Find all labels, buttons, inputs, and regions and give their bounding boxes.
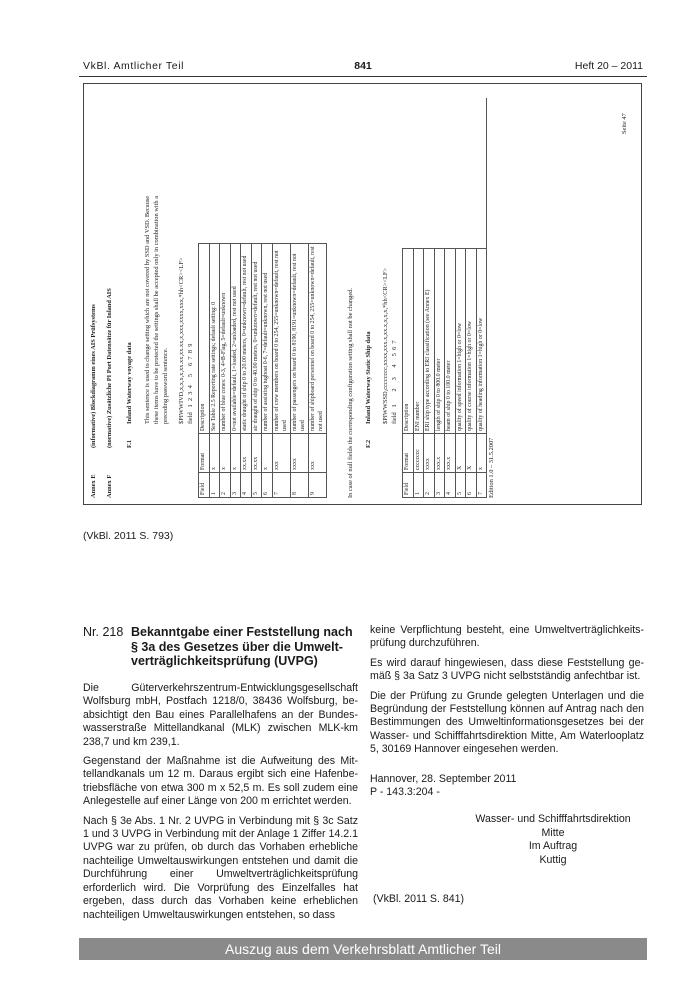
column-header-description: Description: [199, 244, 210, 434]
page-footer-banner: Auszug aus dem Verkehrsblatt Amtlicher Teil: [79, 938, 647, 960]
section-f1-title: Inland Waterway voyage data: [126, 342, 133, 424]
annex-f-label: Annex F: [106, 474, 113, 498]
citation-top: (VkBl. 2011 S. 793): [83, 530, 174, 542]
cell-field: 4: [445, 473, 456, 498]
table-row: [434, 249, 445, 498]
paragraph: Nach § 3e Abs. 1 Nr. 2 UVPG in Verbindung mit § 3c Satz 1 und 3 UVPG in Verbindung mit der Anlage 1 Ziffer 14.2.1 UVPG war zu prüfen, ob durch das Vorhaben erhebliche nachteilige Umweltauswirkungen entstehen und damit die Durchführung einer Umweltverträglichkeitsprüfung erforderlich wird. Die Vorprüfung des Einzelfalles hat ergeben, dass durch das Vorhaben keine erheblichen nachteiligen Umweltauswirkungen entstehen, so dass: [83, 814, 358, 921]
paragraph: Es wird darauf hingewiesen, dass diese Feststellung gemäß § 3a Satz 3 UVPG nicht selbstständig anfechtbar ist.: [370, 656, 644, 683]
paragraph: keine Verpflichtung besteht, eine Umweltverträglichkeitsprüfung durchzuführen.: [370, 624, 644, 650]
cell-field: 7: [272, 473, 290, 498]
cell-field: 6: [466, 473, 477, 498]
edition-label: Edition 1.0 – 31.5.2007: [488, 437, 495, 498]
voyage-data-table: [198, 243, 327, 498]
cell-description: quality of heading information 1=high or 0=low: [476, 249, 487, 434]
table-row: [308, 244, 326, 498]
table-header-row: [199, 244, 210, 498]
cell-format: x: [230, 434, 241, 473]
description-line: used: [282, 420, 289, 431]
cell-format: X: [466, 434, 477, 473]
annex-e-title: (informative) Blockdiagramm eines AIS Prüfsystems: [90, 304, 97, 448]
paragraph: Die Güterverkehrszentrum-Entwicklungsgesellschaft Wolfsburg mbH, Postfach 1218/0, 38436 Wolfsburg, beabsichtigt den Bau eines Parallelhafens an der Bundeswasserstraße Mittellandkanal (MLK) zwischen MLK-km 238,7 und km 239,1.: [83, 682, 358, 748]
f1-paragraph-line: these items have to be protected the settings shall be accepted only in combination with a: [153, 195, 160, 424]
cell-format: xxx: [308, 434, 326, 473]
cell-description: 0=not available=default, 1=loaded, 2=unloaded, rest not used: [230, 244, 241, 434]
table-row: [445, 249, 456, 498]
file-reference: P - 143.3:204 -: [370, 786, 440, 799]
column-header-field: Field: [199, 473, 210, 498]
annex-f-title: (normative) Zusätzliche PI Port Datensätze für Inland AIS: [106, 288, 113, 448]
section-f1-number: F.1: [126, 439, 133, 448]
null-fields-note: In case of null fields the corresponding configuration setting shall not be changed.: [347, 288, 354, 498]
f1-syntax: $PIWWIVD,x,x,x,x,xx.xx,xx.xx,x,xxx,xxxx,xxx,*hh<CR><LF>: [178, 257, 185, 424]
cell-description: beam of ship 0 to 100.0 meter: [445, 249, 456, 434]
f2-field-index: field 1 2 3 4 5 6 7: [391, 340, 398, 424]
f1-paragraph-line: This sentence is used to change setting which are not covered by SSD and VSD. Because: [144, 195, 151, 424]
article-title: Bekanntgabe einer Feststellung nach § 3a des Gesetzes über die Umweltverträglichkeitsprüfung (UVPG): [131, 625, 353, 669]
f2-syntax: $PIWWSSD,cccccccc,xxxx,xxx.x,xx.x,x,x,x,*hh<CR><LF>: [382, 267, 389, 424]
issue-number: Heft 20 – 2011: [574, 60, 643, 72]
description-line: not used: [318, 411, 325, 431]
description-line: used: [300, 420, 307, 431]
cell-field: 3: [434, 473, 445, 498]
cell-format: x: [476, 434, 487, 473]
right-column: [370, 624, 644, 867]
table-row: [262, 244, 273, 498]
page-label: Seite 47: [621, 113, 628, 134]
signature-line: Wasser- und Schifffahrtsdirektion: [475, 813, 631, 826]
table-row: [290, 244, 308, 498]
journal-title: VkBl. Amtlicher Teil: [83, 60, 185, 72]
header-rule: [79, 76, 647, 77]
cell-format: x: [262, 434, 273, 473]
signature-line: Im Auftrag: [528, 840, 578, 853]
cell-format: xxx: [272, 434, 290, 473]
cell-description: length of ship 0 to 800.0 meter: [434, 249, 445, 434]
description-line: number of crew members on board 0 to 254, 255=unknown=default, rest not: [273, 250, 280, 431]
signature-line: Kuttig: [539, 853, 567, 866]
table-row: [424, 249, 435, 498]
cell-field: 2: [220, 473, 231, 498]
column-header-format: Format: [199, 434, 210, 473]
figure-footer-rule: [486, 98, 497, 498]
page-header: [83, 60, 643, 76]
cell-field: 8: [290, 473, 308, 498]
citation-bottom: (VkBl. 2011 S. 841): [373, 893, 465, 905]
signature-block: [462, 813, 644, 867]
cell-format: xxx.x: [445, 434, 456, 473]
cell-description: quality of speed information 1=high or 0=low: [455, 249, 466, 434]
paragraph: Die der Prüfung zu Grunde gelegten Unterlagen und die Begründung der Feststellung können auf Antrag nach den Bestimmungen des Umweltinformationsgesetzes bei der Wasser- und Schifffahrtsdirektion Mitte, Am Waterlooplatz 5, 30169 Hannover eingesehen werden.: [370, 689, 644, 756]
cell-format: xxxx: [424, 434, 435, 473]
cell-description: number of assisting tugboat 0-6, 7=default=unknown, rest not used: [262, 244, 273, 434]
table-row: [455, 249, 466, 498]
cell-format: X: [455, 434, 466, 473]
cell-description: static draught of ship 0 to 20.00 meters, 0=unknown=default, rest not used: [241, 244, 252, 434]
cell-format: cccccccc: [413, 434, 424, 473]
cell-description: ERI ship type according to ERI classification (see Annex E): [424, 249, 435, 434]
table-header-row: [403, 249, 414, 498]
description-line: number of shipboard personnel on board 0 to 254, 255=unknown=default, rest: [309, 246, 316, 431]
cell-description: See Table 2.5 Reporting rate settings; default setting: 0: [209, 244, 220, 434]
cell-field: 3: [230, 473, 241, 498]
left-column: [83, 682, 358, 928]
cell-format: xx.xx: [251, 434, 262, 473]
f1-paragraph-line: preceding password sentence.: [162, 347, 169, 424]
place-date: Hannover, 28. September 2011: [370, 772, 517, 785]
cell-field: 1: [413, 473, 424, 498]
description-line: number of passengers on board 0 to 8190, 8191=unknown=default, rest not: [291, 253, 298, 431]
cell-format: xxx.x: [434, 434, 445, 473]
cell-field: 2: [424, 473, 435, 498]
cell-field: 1: [209, 473, 220, 498]
cell-field: 9: [308, 473, 326, 498]
table-row: [466, 249, 477, 498]
article-number: Nr. 218: [83, 625, 124, 639]
table-row: [220, 244, 231, 498]
cell-description: quality of course information 1=high or 0=low: [466, 249, 477, 434]
column-header-field: Field: [403, 473, 414, 498]
cell-field: 6: [262, 473, 273, 498]
section-f2-title: Inland Waterway Static Ship data: [365, 331, 372, 424]
cell-field: 5: [455, 473, 466, 498]
static-ship-data-table: [402, 248, 487, 498]
annex-e-label: Annex E: [90, 474, 97, 498]
table-row: [241, 244, 252, 498]
f1-field-index: field 1 2 3 4 5 6 7 8 9: [187, 343, 194, 424]
table-row: [272, 244, 290, 498]
rotated-document-page: [84, 84, 641, 504]
paragraph: Gegenstand der Maßnahme ist die Aufweitung des Mittellandkanals um 12 m. Daraus ergibt sich eine Hafenbetriebsfläche von etwa 300 m x 52,5 m. Es soll zudem eine Anlegestelle auf einer Länge von 200 m errichtet werden.: [83, 755, 358, 808]
rotated-figure: [83, 83, 642, 505]
cell-field: 4: [241, 473, 252, 498]
section-f2-number: F.2: [365, 439, 372, 448]
cell-description: [272, 244, 290, 434]
table-row: [209, 244, 220, 498]
cell-description: [308, 244, 326, 434]
cell-field: 7: [476, 473, 487, 498]
cell-format: xxxx: [290, 434, 308, 473]
cell-description: air draught of ship 0 to 40.00 meters, 0=unknown=default, rest not used: [251, 244, 262, 434]
cell-format: x: [220, 434, 231, 473]
table-row: [251, 244, 262, 498]
cell-field: 5: [251, 473, 262, 498]
table-row: [476, 249, 487, 498]
cell-format: xx.xx: [241, 434, 252, 473]
cell-format: x: [209, 434, 220, 473]
table-row: [230, 244, 241, 498]
table-row: [413, 249, 424, 498]
cell-description: ENI number: [413, 249, 424, 434]
cell-description: number of blue cones: 0-3, 4=B-Flag, 5=default=unknown: [220, 244, 231, 434]
column-header-description: Description: [403, 249, 414, 434]
cell-description: [290, 244, 308, 434]
column-header-format: Format: [403, 434, 414, 473]
signature-line: Mitte: [541, 826, 565, 839]
page-number: 841: [354, 60, 372, 72]
